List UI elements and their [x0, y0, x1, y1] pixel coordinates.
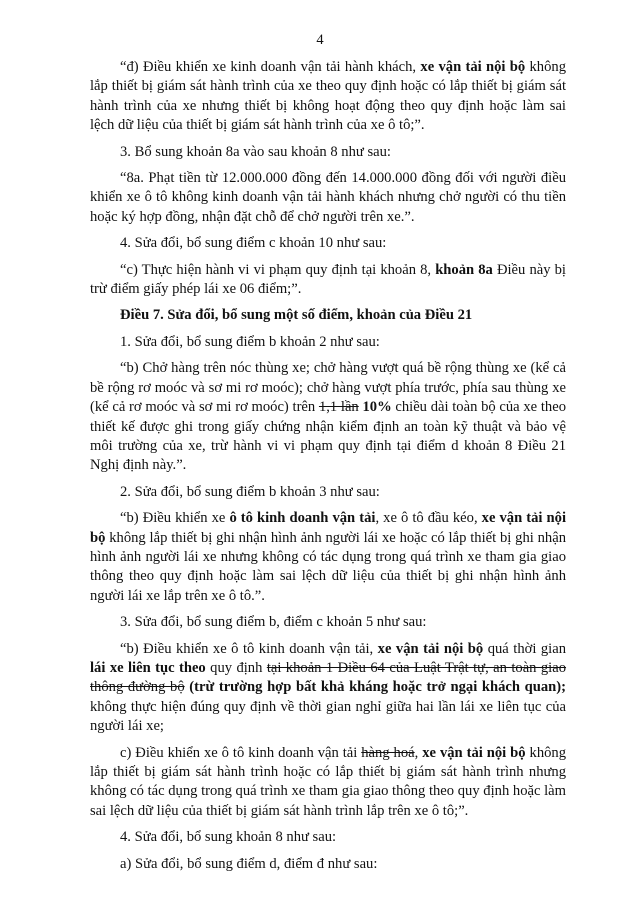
paragraph [90, 640, 566, 737]
text-run: Điều 7. Sửa đổi, bổ sung một số điểm, khoản của Điều 21 [120, 307, 473, 324]
paragraph [90, 169, 566, 227]
text-run: “8a. Phạt tiền từ 12.000.000 đồng đến 14.000.000 đồng đối với người điều khiển xe ô tô không kinh doanh vận tải hành khách nhưng chở người có thu tiền hoặc ký hợp đồng, nhận đặt chỗ để chở người trên xe.”. [90, 170, 566, 225]
bold-text: (trừ trường hợp bất khả kháng hoặc trở ngại khách quan); [189, 679, 567, 696]
text-run: , xe ô tô đầu kéo, [375, 510, 482, 527]
text-run: “b) Chở hàng trên nóc thùng xe; chở hàng vượt quá bề rộng thùng xe (kể cả bề rộng rơ moóc và sơ mi rơ moóc); chở hàng vượt phía trước, phía sau thùng xe (kể cả rơ moóc và sơ mi rơ moóc) trên [90, 360, 566, 416]
text-run: “đ) Điều khiển xe kinh doanh vận tải hành khách, [120, 59, 421, 75]
text-run: 3. Sửa đổi, bổ sung điểm b, điểm c khoản 5 như sau: [120, 614, 427, 631]
text-run: “b) Điều khiển xe [120, 510, 230, 527]
text-run: c) Điều khiển xe ô tô kinh doanh vận tải [120, 744, 362, 761]
paragraph [90, 613, 566, 632]
paragraph [90, 509, 566, 606]
struck-text: tại khoản 1 Điều 64 của Luật Trật tự, an toàn giao thông đường bộ [90, 659, 567, 696]
text-run: “b) Điều khiển xe ô tô kinh doanh vận tải, [120, 640, 378, 657]
paragraph [90, 828, 566, 847]
bold-text: lái xe liên tục theo [90, 659, 206, 676]
page-number: 4 [316, 32, 324, 48]
text-run: quy định [205, 659, 267, 676]
struck-text: 1,1 lần [318, 399, 359, 416]
text-run: “c) Thực hiện hành vi vi phạm quy định tại khoản 8, [120, 261, 436, 278]
article-heading [90, 306, 566, 325]
text-run: chiều dài toàn bộ của xe theo thiết kế được ghi trong giấy chứng nhận kiểm định an toàn kỹ thuật và bảo vệ môi trường của xe, trừ hành vi vi phạm quy định tại điểm d khoản 8 Điều 21 Nghị định này.”. [90, 399, 567, 474]
paragraph [90, 143, 566, 162]
text-run: 4. Sửa đổi, bổ sung khoản 8 như sau: [120, 829, 337, 846]
bold-text: xe vận tải nội bộ [90, 510, 567, 546]
paragraph [90, 58, 566, 136]
text-run: Điều này bị trừ điểm giấy phép lái xe 06 điểm;”. [90, 261, 566, 298]
paragraph [90, 261, 566, 300]
bold-text: xe vận tải nội bộ [377, 640, 484, 657]
bold-text: ô tô kinh doanh vận tải [229, 510, 376, 527]
text-run: a) Sửa đổi, bổ sung điểm d, điểm đ như sau: [120, 855, 378, 872]
text-run: 2. Sửa đổi, bổ sung điểm b khoản 3 như sau: [120, 483, 380, 500]
bold-text: 10% [362, 399, 392, 416]
paragraph [90, 744, 566, 822]
paragraph [90, 359, 566, 475]
bold-text: khoản 8a [435, 261, 493, 278]
paragraph [90, 234, 566, 253]
bold-text: xe vận tải nội bộ [422, 744, 526, 761]
paragraph [90, 333, 566, 352]
paragraph [90, 855, 566, 874]
text-run: không thực hiện đúng quy định về thời gian nghỉ giữa hai lần lái xe liên tục của người lái xe; [90, 698, 566, 735]
text-run: 1. Sửa đổi, bổ sung điểm b khoản 2 như sau: [120, 333, 380, 350]
text-run: không lắp thiết bị ghi nhận hình ảnh người lái xe hoặc có lắp thiết bị ghi nhận hình ảnh người lái xe nhưng không có tác dụng trong quá trình xe tham gia giao thông theo quy định hoặc làm sai lệch dữ liệu của thiết bị ghi nhận hình ảnh người lái xe lắp trên xe ô tô.”. [90, 529, 566, 604]
text-run: , [414, 744, 423, 761]
paragraph [90, 483, 566, 502]
document-body [90, 58, 566, 881]
text-run: 4. Sửa đổi, bổ sung điểm c khoản 10 như sau: [120, 235, 387, 252]
bold-text: xe vận tải nội bộ [420, 59, 526, 75]
text-run: không lắp thiết bị giám sát hành trình của xe theo quy định hoặc có lắp thiết bị giám sát hành trình của xe nhưng thiết bị không hoạt động theo quy định hoặc làm sai lệch dữ liệu của thiết bị giám sát hành trình của xe ô tô;”. [90, 59, 566, 134]
text-run: quá thời gian [483, 640, 567, 657]
struck-text: hàng hoá [361, 744, 415, 761]
text-run: 3. Bổ sung khoản 8a vào sau khoản 8 như sau: [120, 143, 391, 160]
text-run: không lắp thiết bị giám sát hành trình hoặc có lắp thiết bị giám sát hành trình nhưng không có tác dụng trong quá trình xe tham gia giao thông theo quy định hoặc làm sai lệch dữ liệu của thiết bị giám sát hành trình lắp trên xe ô tô;”. [90, 744, 567, 819]
